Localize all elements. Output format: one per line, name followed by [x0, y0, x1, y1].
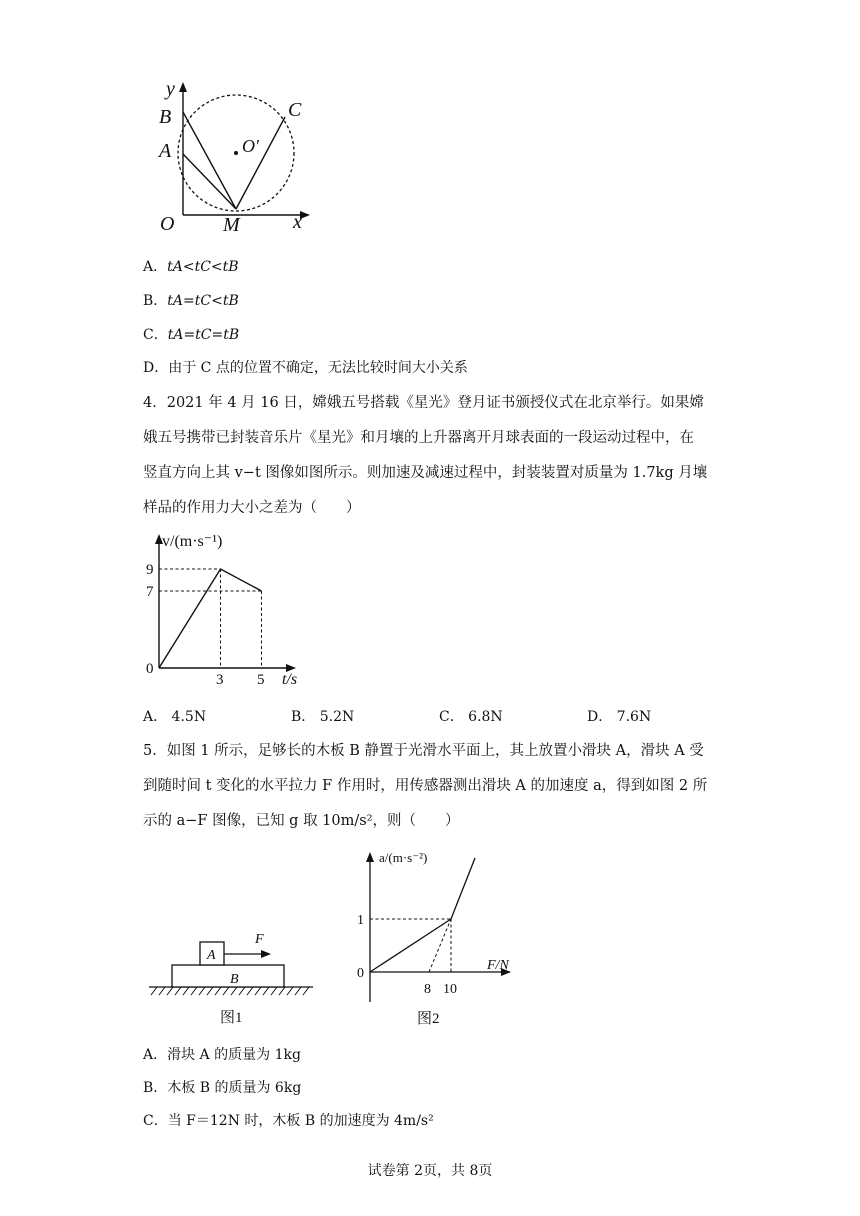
- q3-option-b: B．tA=tC<tB: [143, 293, 239, 309]
- acceleration-force-chart: [345, 840, 525, 1030]
- af-tick-1: 1: [357, 913, 364, 928]
- af-xlabel: F/N: [487, 958, 509, 973]
- q4-option-b: B． 5.2N: [291, 709, 355, 725]
- center-label: O′: [242, 136, 259, 156]
- q3-option-a-text: tA<tC<tB: [167, 259, 239, 275]
- point-m-label: M: [223, 214, 240, 236]
- q3-option-d-text: 由于 C 点的位置不确定，无法比较时间大小关系: [168, 360, 468, 376]
- vt-ylabel: v/(m·s⁻¹): [162, 533, 223, 550]
- vt-tick-7: 7: [146, 584, 154, 600]
- y-axis-label: y: [166, 78, 175, 100]
- vt-tick-3: 3: [216, 672, 224, 688]
- board-b-label: B: [230, 972, 239, 987]
- q4-option-d: D． 7.6N: [587, 709, 652, 725]
- vt-tick-9: 9: [146, 562, 154, 578]
- q3-option-b-text: tA=tC<tB: [167, 293, 239, 309]
- q3-option-a: A．tA<tC<tB: [143, 259, 239, 275]
- fig2-caption: 图2: [417, 1011, 440, 1027]
- circle-chord-figure: [150, 70, 320, 240]
- vt-origin: 0: [146, 661, 154, 677]
- fig1-caption: 图1: [220, 1010, 243, 1026]
- q5-option-b: B．木板 B 的质量为 6kg: [143, 1080, 302, 1096]
- q4-stem: 4．2021 年 4 月 16 日，嫦娥五号搭载《星光》登月证书颁授仪式在北京举行。如果嫦 娥五号携带已封装音乐片《星光》和月壤的上升器离开月球表面的一段运动过程中，在 竖直方向上其 v−t 图像如图所示。则加速及减速过程中，封装装置对质量为 1.7kg 月壤 样品的作用力大小之差为（ ）: [143, 395, 708, 516]
- force-f-label: F: [255, 932, 264, 947]
- af-tick-10: 10: [443, 982, 457, 997]
- q3-option-c-text: tA=tC=tB: [167, 327, 240, 343]
- q4-options: [143, 706, 735, 726]
- af-tick-8: 8: [424, 982, 431, 997]
- point-a-label: A: [159, 140, 172, 162]
- q4-option-a: A． 4.5N: [143, 709, 207, 725]
- q5-option-a: A．滑块 A 的质量为 1kg: [143, 1047, 301, 1063]
- velocity-time-chart: [140, 528, 310, 688]
- point-c-label: C: [288, 99, 302, 121]
- q5-stem: 5．如图 1 所示，足够长的木板 B 静置于光滑水平面上，其上放置小滑块 A，滑块 A 受 到随时间 t 变化的水平拉力 F 作用时，用传感器测出滑块 A 的加速度 a，得到如图 2 所 示的 a−F 图像，已知 g 取 10m/s²，则（ ）: [143, 743, 708, 829]
- vt-tick-5: 5: [257, 672, 265, 688]
- af-ylabel: a/(m·s⁻²): [379, 850, 428, 865]
- point-b-label: B: [159, 106, 172, 128]
- vt-series-line: [159, 569, 262, 668]
- page-footer: 试卷第 2页，共 8页: [367, 1163, 493, 1179]
- vt-xlabel: t/s: [282, 671, 298, 688]
- block-board-figure: [145, 925, 320, 1030]
- q3-option-c: C．tA=tC=tB: [143, 327, 240, 343]
- q5-option-c: C．当 F＝12N 时，木板 B 的加速度为 4m/s²: [143, 1113, 434, 1129]
- q4-option-c: C． 6.8N: [439, 709, 503, 725]
- x-axis-label: x: [293, 211, 302, 233]
- af-origin: 0: [357, 966, 364, 981]
- block-a-label: A: [207, 948, 216, 963]
- q3-option-d: D．由于 C 点的位置不确定，无法比较时间大小关系: [143, 360, 468, 376]
- origin-label: O: [160, 213, 175, 235]
